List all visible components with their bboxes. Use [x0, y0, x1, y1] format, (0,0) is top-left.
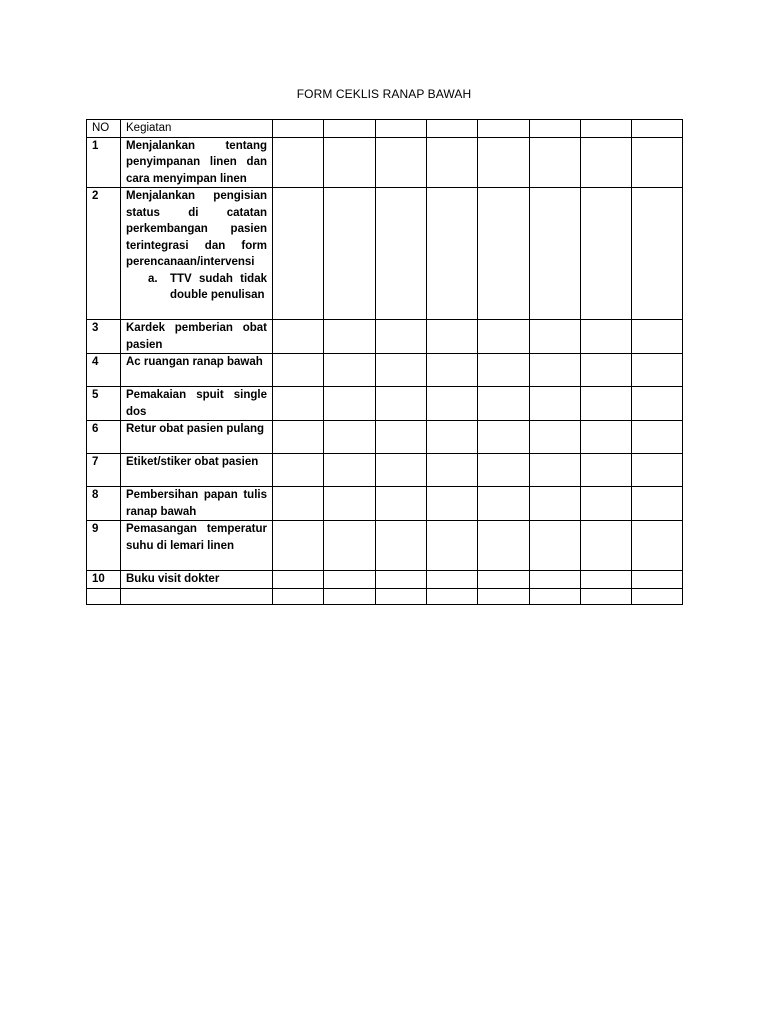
header-check-cell [530, 120, 581, 138]
check-cell[interactable] [478, 354, 530, 387]
check-cell[interactable] [427, 454, 478, 487]
check-cell[interactable] [581, 487, 632, 521]
check-cell[interactable] [581, 454, 632, 487]
check-cell[interactable] [581, 188, 632, 320]
check-cell[interactable] [478, 137, 530, 188]
check-cell[interactable] [530, 421, 581, 454]
check-cell[interactable] [273, 320, 324, 354]
row-kegiatan: Ac ruangan ranap bawah [121, 354, 273, 387]
check-cell[interactable] [273, 487, 324, 521]
row-number: 6 [87, 421, 121, 454]
check-cell[interactable] [427, 387, 478, 421]
row-number: 1 [87, 137, 121, 188]
table-row [87, 354, 683, 387]
check-cell[interactable] [478, 387, 530, 421]
check-cell[interactable] [530, 521, 581, 571]
check-cell[interactable] [376, 188, 427, 320]
check-cell[interactable] [581, 137, 632, 188]
row-number: 9 [87, 521, 121, 571]
check-cell[interactable] [324, 188, 376, 320]
table-row [87, 571, 683, 589]
check-cell[interactable] [273, 454, 324, 487]
check-cell[interactable] [376, 387, 427, 421]
check-cell[interactable] [376, 571, 427, 589]
row-number: 10 [87, 571, 121, 589]
check-cell[interactable] [530, 320, 581, 354]
check-cell[interactable] [324, 521, 376, 571]
table-row [87, 421, 683, 454]
check-cell[interactable] [581, 521, 632, 571]
check-cell[interactable] [478, 454, 530, 487]
check-cell[interactable] [530, 454, 581, 487]
header-check-cell [273, 120, 324, 138]
table-row [87, 137, 683, 188]
check-cell[interactable] [632, 320, 683, 354]
check-cell[interactable] [530, 387, 581, 421]
check-cell[interactable] [632, 571, 683, 589]
check-cell[interactable] [273, 521, 324, 571]
check-cell[interactable] [632, 354, 683, 387]
row-kegiatan: Retur obat pasien pulang [121, 421, 273, 454]
check-cell[interactable] [324, 454, 376, 487]
header-no: NO [87, 120, 121, 138]
check-cell[interactable] [632, 188, 683, 320]
check-cell[interactable] [478, 521, 530, 571]
check-cell[interactable] [427, 188, 478, 320]
row-number: 3 [87, 320, 121, 354]
table-row [87, 188, 683, 320]
sub-list-marker: a. [148, 272, 158, 285]
header-check-cell [324, 120, 376, 138]
row-kegiatan: Buku visit dokter [121, 571, 273, 589]
header-check-cell [478, 120, 530, 138]
check-cell[interactable] [324, 421, 376, 454]
check-cell[interactable] [478, 320, 530, 354]
check-cell[interactable] [324, 354, 376, 387]
check-cell[interactable] [427, 137, 478, 188]
table-header-row [87, 120, 683, 138]
row-kegiatan-text: Menjalankan pengisian status di catatan perkembangan pasien terintegrasi dan form perencanaan/intervensi [126, 190, 267, 268]
row-kegiatan: Kardek pemberian obat pasien [121, 320, 273, 354]
check-cell[interactable] [376, 487, 427, 521]
check-cell[interactable] [530, 188, 581, 320]
check-cell[interactable] [273, 588, 324, 604]
check-cell[interactable] [530, 137, 581, 188]
check-cell[interactable] [581, 571, 632, 589]
table-row [87, 454, 683, 487]
check-cell[interactable] [376, 521, 427, 571]
header-check-cell [581, 120, 632, 138]
check-cell[interactable] [273, 188, 324, 320]
row-kegiatan: Etiket/stiker obat pasien [121, 454, 273, 487]
check-cell[interactable] [478, 421, 530, 454]
check-cell[interactable] [273, 137, 324, 188]
check-cell[interactable] [376, 320, 427, 354]
check-cell[interactable] [324, 320, 376, 354]
check-cell[interactable] [427, 421, 478, 454]
check-cell[interactable] [273, 354, 324, 387]
check-cell[interactable] [427, 571, 478, 589]
check-cell[interactable] [376, 421, 427, 454]
check-cell[interactable] [478, 571, 530, 589]
sub-list-item [148, 271, 267, 304]
check-cell[interactable] [324, 487, 376, 521]
header-check-cell [427, 120, 478, 138]
table-row-empty [87, 588, 683, 604]
check-cell[interactable] [581, 320, 632, 354]
check-cell[interactable] [324, 137, 376, 188]
check-cell[interactable] [632, 454, 683, 487]
empty-cell[interactable] [87, 588, 121, 604]
check-cell[interactable] [324, 588, 376, 604]
check-cell[interactable] [376, 588, 427, 604]
check-cell[interactable] [273, 421, 324, 454]
check-cell[interactable] [376, 454, 427, 487]
check-cell[interactable] [376, 354, 427, 387]
check-cell[interactable] [427, 320, 478, 354]
row-kegiatan [121, 188, 273, 320]
check-cell[interactable] [632, 487, 683, 521]
check-cell[interactable] [427, 588, 478, 604]
check-cell[interactable] [478, 588, 530, 604]
row-number: 7 [87, 454, 121, 487]
header-kegiatan: Kegiatan [121, 120, 273, 138]
check-cell[interactable] [581, 354, 632, 387]
row-number: 2 [87, 188, 121, 320]
check-cell[interactable] [324, 387, 376, 421]
check-cell[interactable] [581, 588, 632, 604]
row-number: 5 [87, 387, 121, 421]
check-cell[interactable] [427, 354, 478, 387]
row-kegiatan: Pemakaian spuit single dos [121, 387, 273, 421]
row-kegiatan: Pemasangan temperatur suhu di lemari linen [121, 521, 273, 571]
check-cell[interactable] [376, 137, 427, 188]
check-cell[interactable] [530, 487, 581, 521]
check-cell[interactable] [324, 571, 376, 589]
check-cell[interactable] [530, 571, 581, 589]
table-row [87, 320, 683, 354]
check-cell[interactable] [273, 387, 324, 421]
header-check-cell [376, 120, 427, 138]
check-cell[interactable] [632, 588, 683, 604]
check-cell[interactable] [273, 571, 324, 589]
check-cell[interactable] [478, 487, 530, 521]
table-row [87, 387, 683, 421]
table-row [87, 521, 683, 571]
row-number: 8 [87, 487, 121, 521]
checklist-table [86, 119, 683, 605]
check-cell[interactable] [427, 487, 478, 521]
row-kegiatan: Pembersihan papan tulis ranap bawah [121, 487, 273, 521]
check-cell[interactable] [530, 588, 581, 604]
check-cell[interactable] [427, 521, 478, 571]
row-number: 4 [87, 354, 121, 387]
header-check-cell [632, 120, 683, 138]
check-cell[interactable] [478, 188, 530, 320]
check-cell[interactable] [632, 421, 683, 454]
page-title: FORM CEKLIS RANAP BAWAH [296, 87, 472, 101]
sub-list-text: TTV sudah tidak double penulisan [170, 272, 267, 301]
check-cell[interactable] [632, 521, 683, 571]
check-cell[interactable] [632, 387, 683, 421]
check-cell[interactable] [632, 137, 683, 188]
row-kegiatan: Menjalankan tentang penyimpanan linen dan cara menyimpan linen [121, 137, 273, 188]
check-cell[interactable] [581, 387, 632, 421]
check-cell[interactable] [530, 354, 581, 387]
empty-cell[interactable] [121, 588, 273, 604]
table-row [87, 487, 683, 521]
check-cell[interactable] [581, 421, 632, 454]
